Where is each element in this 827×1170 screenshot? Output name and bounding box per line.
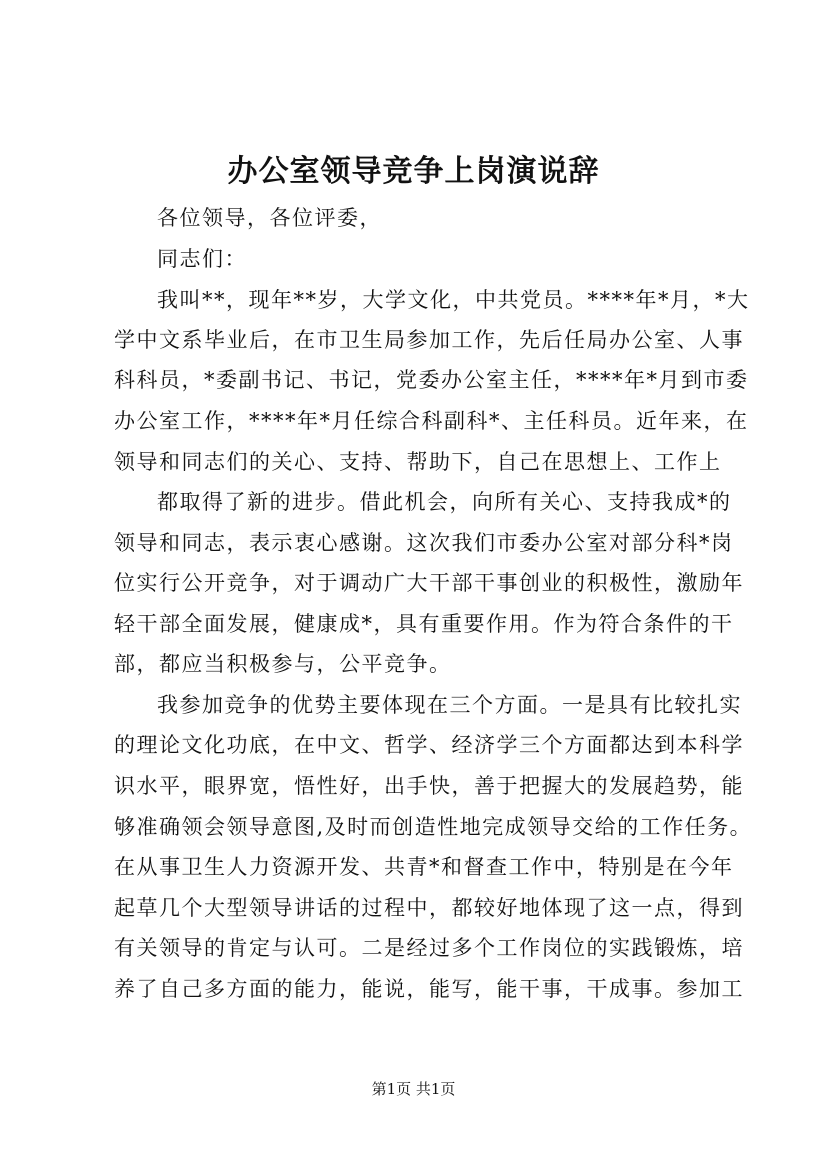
- body-text-line: 识水平，眼界宽，悟性好，出手快，善于把握大的发展趋势，能: [114, 774, 744, 798]
- body-text-line: 都取得了新的进步。借此机会，向所有关心、支持我成*的: [157, 490, 732, 514]
- body-text-line: 我参加竞争的优势主要体现在三个方面。一是具有比较扎实: [157, 693, 742, 717]
- body-text-line: 够准确领会领导意图,及时而创造性地完成领导交给的工作任务。: [114, 815, 753, 839]
- body-text-line: 科科员，*委副书记、书记，党委办公室主任，****年*月到市委: [114, 368, 749, 392]
- salutation-line-1: 各位领导，各位评委，: [157, 206, 382, 230]
- body-text-line: 的理论文化功底，在中文、哲学、经济学三个方面都达到本科学: [114, 733, 744, 757]
- body-text-line: 在从事卫生人力资源开发、共青*和督查工作中，特别是在今年: [114, 855, 734, 879]
- body-text-line: 位实行公开竞争，对于调动广大干部干事创业的积极性，激励年: [114, 571, 744, 595]
- page-footer: 第1页 共1页: [371, 1080, 456, 1098]
- body-text-line: 我叫**，现年**岁，大学文化，中共党员。****年*月，*大: [157, 288, 750, 312]
- salutation-line-2: 同志们：: [157, 247, 247, 271]
- body-text-line: 起草几个大型领导讲话的过程中，都较好地体现了这一点，得到: [114, 896, 744, 920]
- body-text-line: 领导和同志们的关心、支持、帮助下，自己在思想上、工作上: [114, 450, 722, 474]
- body-text-line: 轻干部全面发展，健康成*，具有重要作用。作为符合条件的干: [114, 612, 734, 636]
- body-text-line: 养了自己多方面的能力，能说，能写，能干事，干成事。参加工: [114, 977, 744, 1001]
- body-text-line: 有关领导的肯定与认可。二是经过多个工作岗位的实践锻炼，培: [114, 936, 744, 960]
- body-text-line: 部，都应当积极参与，公平竞争。: [114, 652, 452, 676]
- document-title: 办公室领导竞争上岗演说辞: [227, 154, 600, 189]
- body-text-line: 学中文系毕业后，在市卫生局参加工作，先后任局办公室、人事: [114, 328, 744, 352]
- body-text-line: 办公室工作，****年*月任综合科副科*、主任科员。近年来，在: [114, 409, 749, 433]
- body-text-line: 领导和同志，表示衷心感谢。这次我们市委办公室对部分科*岗: [114, 531, 734, 555]
